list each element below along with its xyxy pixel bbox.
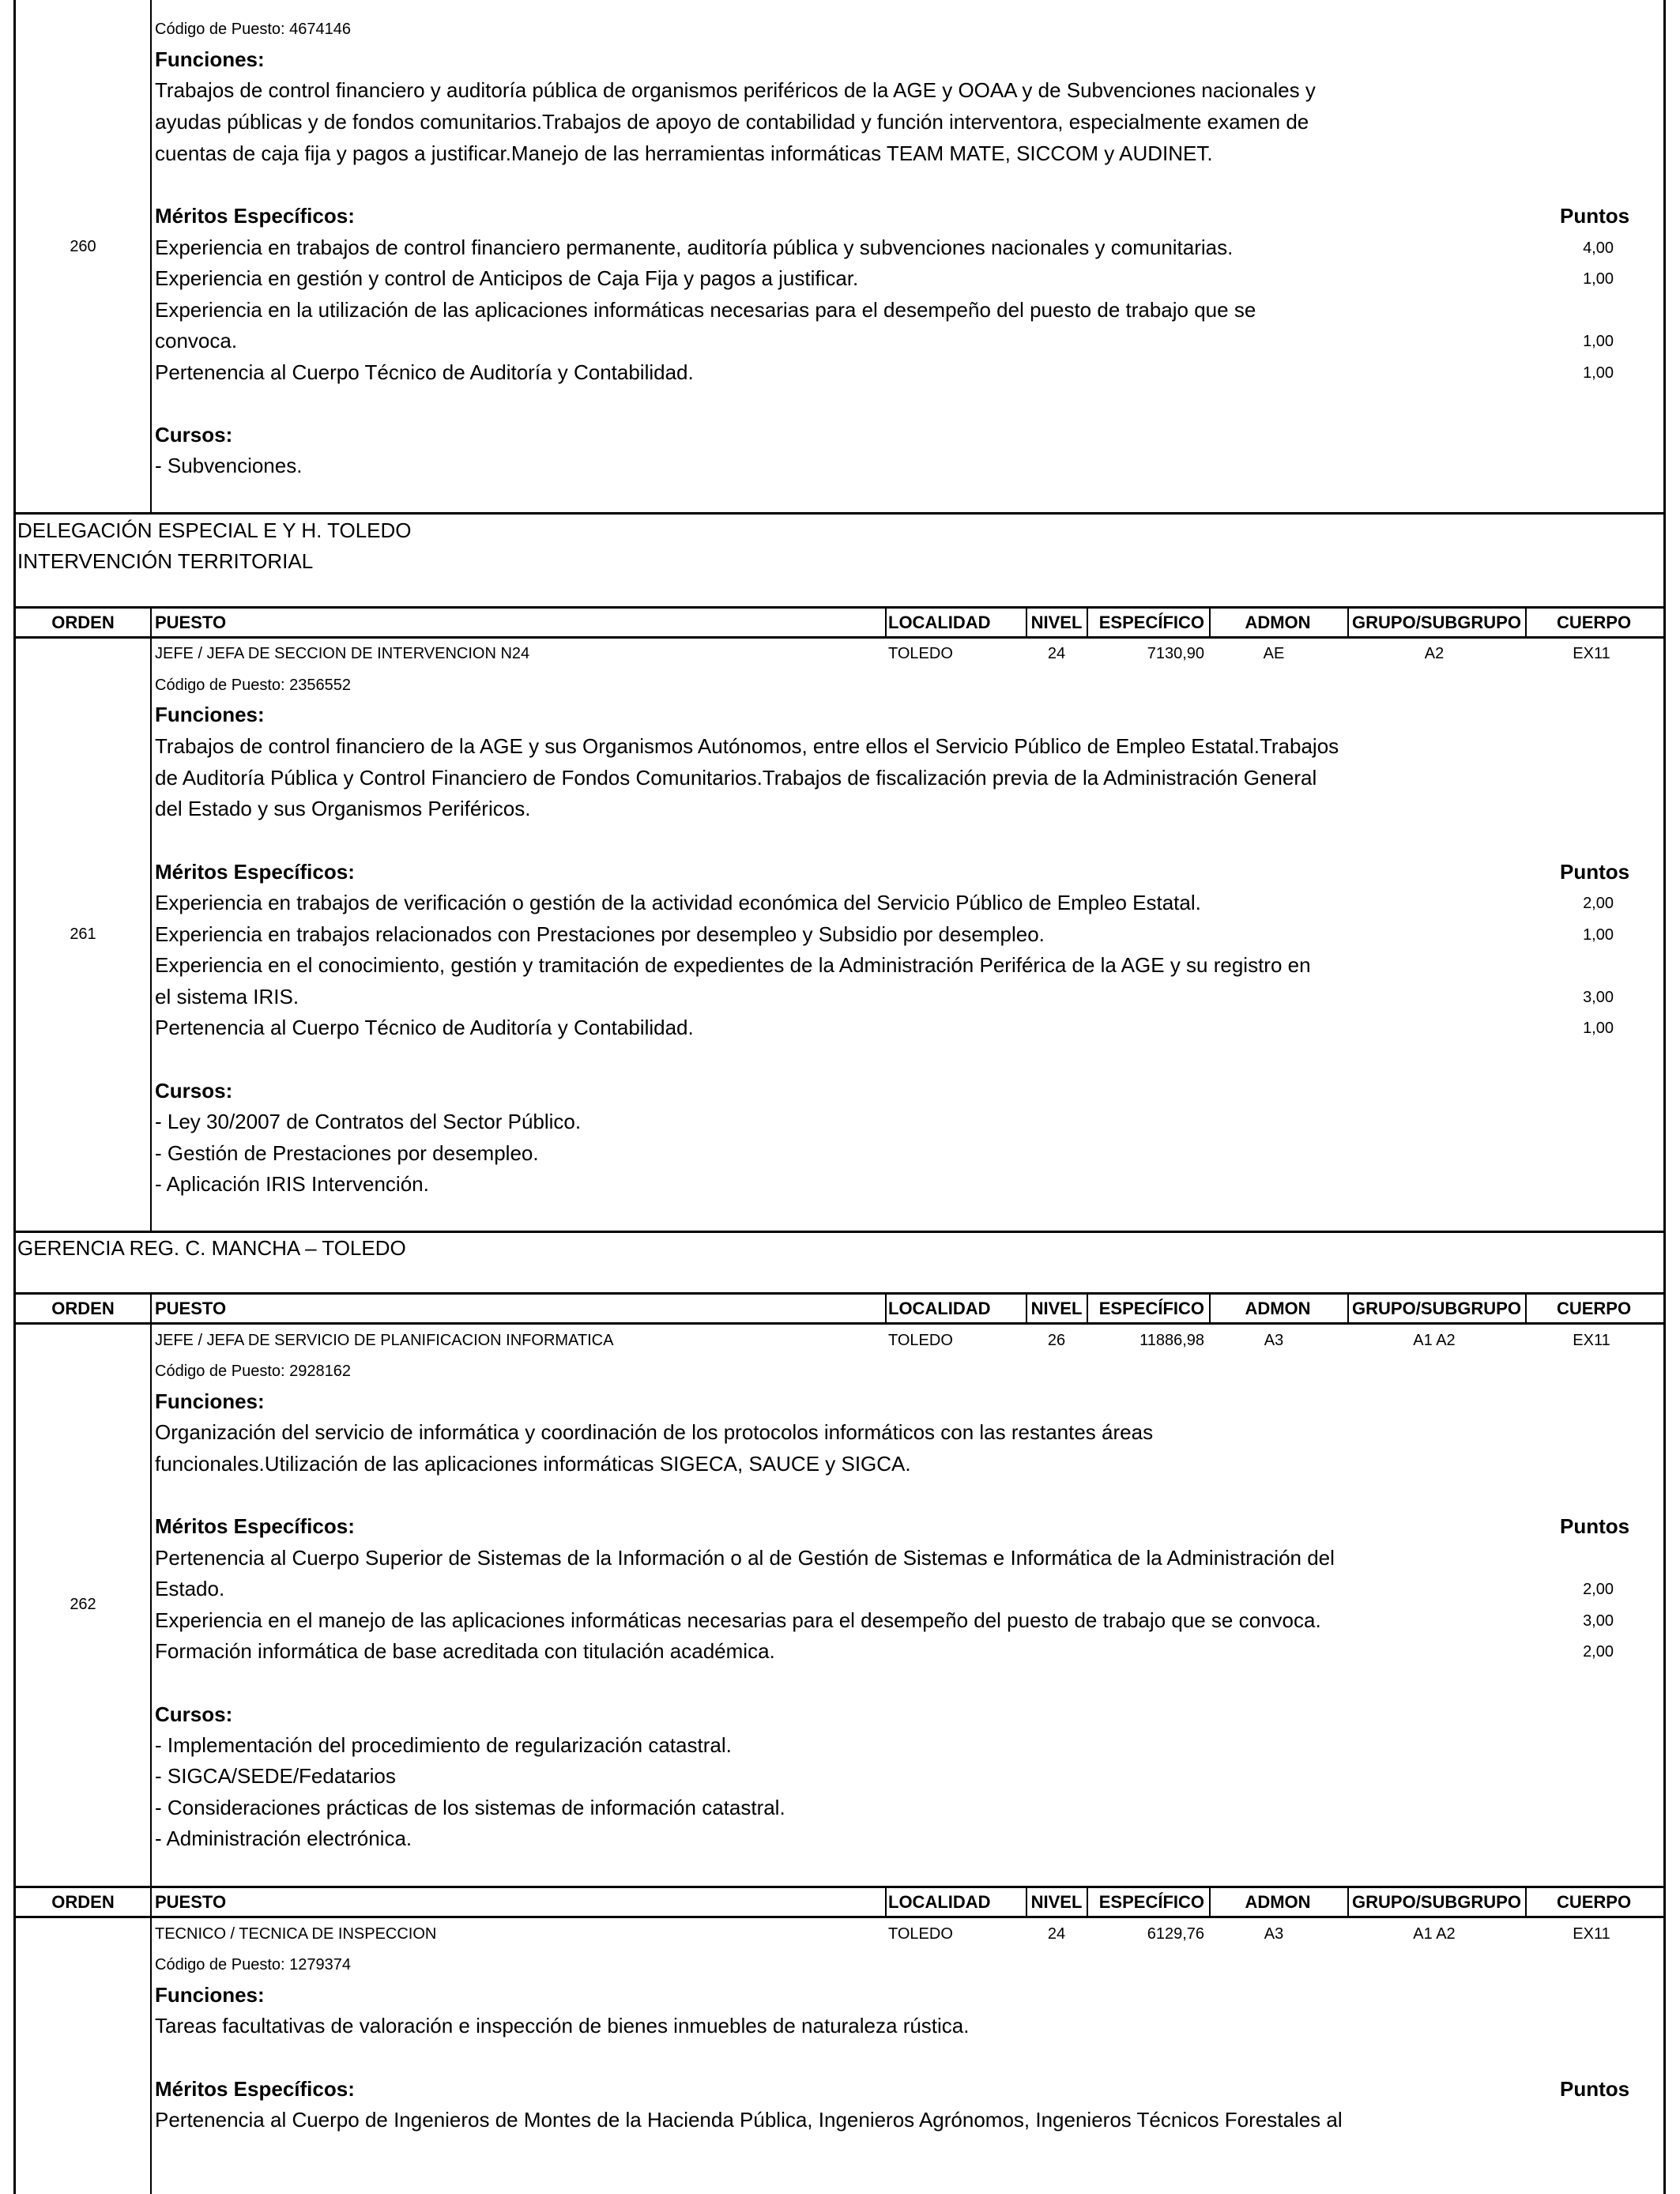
funciones-label: Funciones: <box>155 1389 265 1413</box>
col-divider <box>885 606 887 636</box>
merito-puntos: 1,00 <box>1583 333 1614 350</box>
header-nivel: NIVEL <box>1030 1892 1083 1912</box>
puntos-label: Puntos <box>1560 860 1630 884</box>
puesto-name: TECNICO / TECNICA DE INSPECCION <box>155 1925 437 1943</box>
meritos-label: Méritos Específicos: <box>155 1514 355 1538</box>
funciones-line: Trabajos de control financiero y auditoría pública de organismos periféricos de la AGE y OOAA y de Subvenciones nacionales y <box>155 78 1316 102</box>
header-localidad: LOCALIDAD <box>888 613 991 632</box>
orden-column-divider <box>150 0 152 514</box>
merito-line: el sistema IRIS. <box>155 985 299 1008</box>
curso-line: - Ley 30/2007 de Contratos del Sector Público. <box>155 1110 582 1133</box>
merito-line: Experiencia en trabajos relacionados con Prestaciones por desempleo y Subsidio por desempleo. <box>155 922 1045 946</box>
col-divider <box>1209 1292 1211 1322</box>
header-bottom-line <box>13 1322 1666 1325</box>
header-cuerpo: CUERPO <box>1556 1299 1632 1318</box>
merito-puntos: 2,00 <box>1583 1581 1614 1598</box>
orden-column-divider <box>150 636 152 1232</box>
localidad: TOLEDO <box>888 1925 953 1943</box>
row-divider <box>13 1231 1666 1233</box>
cuerpo: EX11 <box>1573 1332 1610 1349</box>
codigo-puesto: Código de Puesto: 1279374 <box>155 1956 351 1973</box>
funciones-label: Funciones: <box>155 1983 265 2007</box>
header-grupo: GRUPO/SUBGRUPO <box>1352 1299 1521 1318</box>
merito-line: convoca. <box>155 329 238 352</box>
col-divider <box>885 1886 887 1916</box>
curso-line: - Aplicación IRIS Intervención. <box>155 1172 429 1196</box>
grupo: A2 <box>1424 645 1445 662</box>
col-divider <box>1525 1292 1527 1322</box>
header-admon: ADMON <box>1245 613 1311 632</box>
codigo-puesto: Código de Puesto: 4674146 <box>155 21 351 38</box>
header-especifico: ESPECÍFICO <box>1098 1892 1204 1912</box>
col-divider <box>1347 1292 1349 1322</box>
col-divider <box>1087 1292 1088 1322</box>
section-subtitle: INTERVENCIÓN TERRITORIAL <box>17 549 314 573</box>
header-top-line <box>13 606 1666 609</box>
merito-puntos: 3,00 <box>1583 989 1614 1006</box>
orden-number: 261 <box>70 925 96 943</box>
merito-line: Experiencia en el conocimiento, gestión y tramitación de expedientes de la Administración Periférica de la AGE y su registro en <box>155 953 1311 977</box>
merito-puntos: 2,00 <box>1583 1643 1614 1661</box>
grupo: A1 A2 <box>1413 1925 1456 1943</box>
col-divider <box>150 1886 152 1916</box>
merito-line: Pertenencia al Cuerpo de Ingenieros de Montes de la Hacienda Pública, Ingenieros Agrónomos, Ingenieros Técnicos Forestales al <box>155 2108 1343 2132</box>
cuerpo: EX11 <box>1573 1925 1610 1943</box>
merito-puntos: 1,00 <box>1583 926 1614 944</box>
funciones-line: Trabajos de control financiero de la AGE y sus Organismos Autónomos, entre ellos el Servicio Público de Empleo Estatal.Trabajos <box>155 734 1339 758</box>
header-grupo: GRUPO/SUBGRUPO <box>1352 613 1521 632</box>
header-top-line <box>13 1886 1666 1888</box>
nivel: 24 <box>1047 645 1066 662</box>
funciones-line: Organización del servicio de informática y coordinación de los protocolos informáticos con las restantes áreas <box>155 1420 1154 1444</box>
merito-puntos: 1,00 <box>1583 270 1614 288</box>
header-grupo: GRUPO/SUBGRUPO <box>1352 1892 1521 1912</box>
curso-line: - Gestión de Prestaciones por desempleo. <box>155 1141 539 1165</box>
merito-line: Formación informática de base acreditada con titulación académica. <box>155 1639 775 1663</box>
funciones-label: Funciones: <box>155 47 265 71</box>
orden-column-divider <box>150 1322 152 1887</box>
admon: AE <box>1263 645 1285 662</box>
col-divider <box>1347 606 1349 636</box>
header-bottom-line <box>13 1916 1666 1918</box>
puntos-label: Puntos <box>1560 204 1630 228</box>
meritos-label: Méritos Específicos: <box>155 204 355 228</box>
cursos-label: Cursos: <box>155 1079 233 1103</box>
col-divider <box>1209 1886 1211 1916</box>
header-nivel: NIVEL <box>1030 613 1083 632</box>
header-bottom-line <box>13 636 1666 639</box>
merito-line: Experiencia en gestión y control de Anticipos de Caja Fija y pagos a justificar. <box>155 266 859 290</box>
col-divider <box>1087 606 1088 636</box>
codigo-puesto: Código de Puesto: 2928162 <box>155 1363 351 1380</box>
header-puesto: PUESTO <box>155 613 227 632</box>
header-localidad: LOCALIDAD <box>888 1299 991 1318</box>
orden-column-divider <box>150 1916 152 2194</box>
puntos-label: Puntos <box>1560 2077 1630 2101</box>
curso-line: - Consideraciones prácticas de los sistemas de información catastral. <box>155 1796 785 1819</box>
col-divider <box>150 1292 152 1322</box>
funciones-line: de Auditoría Pública y Control Financiero de Fondos Comunitarios.Trabajos de fiscalización previa de la Administración General <box>155 766 1317 790</box>
orden-number: 260 <box>70 238 96 255</box>
header-orden: ORDEN <box>51 1892 115 1912</box>
col-divider <box>885 1292 887 1322</box>
merito-line: Experiencia en trabajos de verificación o gestión de la actividad económica del Servicio Público de Empleo Estatal. <box>155 891 1201 914</box>
header-orden: ORDEN <box>51 1299 115 1318</box>
curso-line: - SIGCA/SEDE/Fedatarios <box>155 1764 396 1788</box>
col-divider <box>1347 1886 1349 1916</box>
merito-line: Pertenencia al Cuerpo Técnico de Auditoría y Contabilidad. <box>155 360 694 384</box>
codigo-puesto: Código de Puesto: 2356552 <box>155 677 351 694</box>
funciones-line: ayudas públicas y de fondos comunitarios.Trabajos de apoyo de contabilidad y función interventora, especialmente examen de <box>155 110 1309 134</box>
orden-number: 262 <box>70 1596 96 1613</box>
col-divider <box>1026 1292 1027 1322</box>
puesto-name: JEFE / JEFA DE SECCION DE INTERVENCION N24 <box>155 645 530 662</box>
funciones-line: funcionales.Utilización de las aplicaciones informáticas SIGECA, SAUCE y SIGCA. <box>155 1452 911 1476</box>
funciones-line: Tareas facultativas de valoración e inspección de bienes inmuebles de naturaleza rústica. <box>155 2014 970 2038</box>
nivel: 26 <box>1047 1332 1066 1349</box>
header-localidad: LOCALIDAD <box>888 1892 991 1912</box>
header-orden: ORDEN <box>51 613 115 632</box>
admon: A3 <box>1264 1332 1284 1349</box>
header-cuerpo: CUERPO <box>1556 1892 1632 1912</box>
meritos-label: Méritos Específicos: <box>155 2077 355 2101</box>
header-especifico: ESPECÍFICO <box>1098 1299 1204 1318</box>
merito-puntos: 1,00 <box>1583 364 1614 382</box>
header-cuerpo: CUERPO <box>1556 613 1632 632</box>
section-title: GERENCIA REG. C. MANCHA – TOLEDO <box>17 1236 406 1260</box>
header-nivel: NIVEL <box>1030 1299 1083 1318</box>
nivel: 24 <box>1047 1925 1066 1943</box>
cursos-label: Cursos: <box>155 1702 233 1726</box>
left-border <box>13 0 16 2194</box>
col-divider <box>1525 606 1527 636</box>
cursos-label: Cursos: <box>155 423 233 447</box>
localidad: TOLEDO <box>888 645 953 662</box>
puntos-label: Puntos <box>1560 1514 1630 1538</box>
localidad: TOLEDO <box>888 1332 953 1349</box>
col-divider <box>150 606 152 636</box>
header-admon: ADMON <box>1245 1299 1311 1318</box>
funciones-label: Funciones: <box>155 703 265 726</box>
header-puesto: PUESTO <box>155 1892 227 1912</box>
col-divider <box>1026 1886 1027 1916</box>
col-divider <box>1525 1886 1527 1916</box>
meritos-label: Méritos Específicos: <box>155 860 355 884</box>
especifico: 11886,98 <box>1139 1332 1204 1349</box>
merito-line: Pertenencia al Cuerpo Superior de Sistemas de la Información o al de Gestión de Sistemas e Informática de la Administración del <box>155 1546 1335 1570</box>
merito-line: Pertenencia al Cuerpo Técnico de Auditoría y Contabilidad. <box>155 1016 694 1039</box>
header-especifico: ESPECÍFICO <box>1098 613 1204 632</box>
funciones-line: cuentas de caja fija y pagos a justificar.Manejo de las herramientas informáticas TEAM MATE, SICCOM y AUDINET. <box>155 141 1213 165</box>
cuerpo: EX11 <box>1573 645 1610 662</box>
col-divider <box>1209 606 1211 636</box>
col-divider <box>1087 1886 1088 1916</box>
curso-line: - Subvenciones. <box>155 454 303 477</box>
merito-puntos: 2,00 <box>1583 895 1614 912</box>
header-admon: ADMON <box>1245 1892 1311 1912</box>
especifico: 7130,90 <box>1147 645 1204 662</box>
section-title: DELEGACIÓN ESPECIAL E Y H. TOLEDO <box>17 518 412 542</box>
header-puesto: PUESTO <box>155 1299 227 1318</box>
merito-puntos: 1,00 <box>1583 1020 1614 1037</box>
grupo: A1 A2 <box>1413 1332 1456 1349</box>
admon: A3 <box>1264 1925 1284 1943</box>
merito-line: Experiencia en el manejo de las aplicaciones informáticas necesarias para el desempeño del puesto de trabajo que se convoca. <box>155 1608 1321 1632</box>
merito-puntos: 4,00 <box>1583 239 1614 257</box>
especifico: 6129,76 <box>1147 1925 1204 1943</box>
curso-line: - Administración electrónica. <box>155 1826 412 1850</box>
merito-line: Experiencia en trabajos de control financiero permanente, auditoría pública y subvenciones nacionales y comunitarias. <box>155 236 1234 259</box>
puesto-name: JEFE / JEFA DE SERVICIO DE PLANIFICACION INFORMATICA <box>155 1332 614 1349</box>
right-border <box>1663 0 1666 2194</box>
curso-line: - Implementación del procedimiento de regularización catastral. <box>155 1733 732 1757</box>
row-divider <box>13 512 1666 515</box>
col-divider <box>1026 606 1027 636</box>
header-top-line <box>13 1292 1666 1295</box>
merito-line: Estado. <box>155 1577 225 1600</box>
merito-puntos: 3,00 <box>1583 1612 1614 1630</box>
funciones-line: del Estado y sus Organismos Periféricos. <box>155 797 531 820</box>
merito-line: Experiencia en la utilización de las aplicaciones informáticas necesarias para el desempeño del puesto de trabajo que se <box>155 298 1256 322</box>
